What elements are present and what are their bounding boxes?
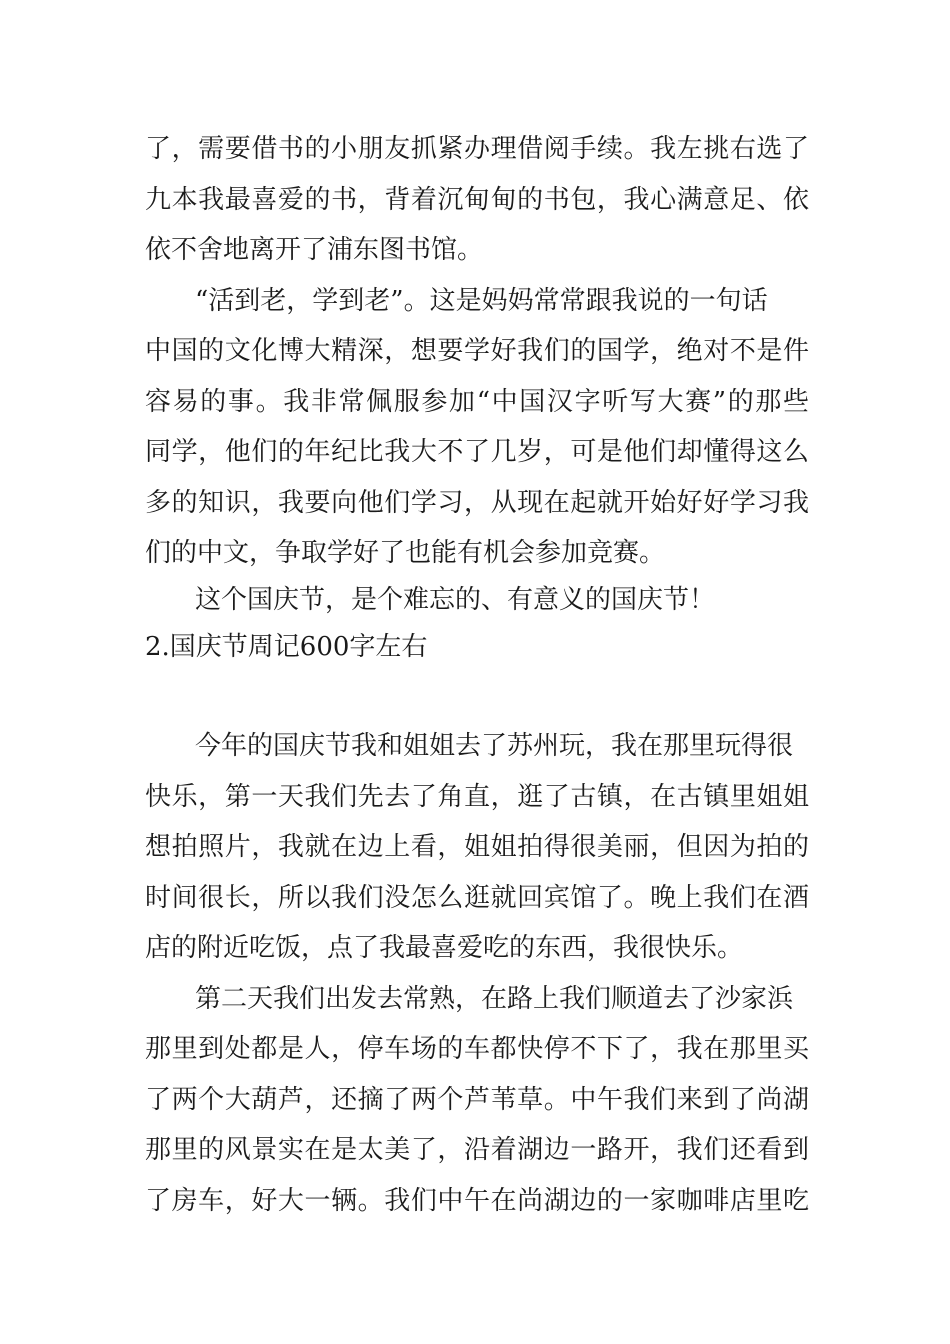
paragraph-line: 第二天我们出发去常熟，在路上我们顺道去了沙家浜 <box>195 984 794 1014</box>
paragraph-line: 同学，他们的年纪比我大不了几岁，可是他们却懂得这么 <box>145 437 809 467</box>
paragraph-line: 了两个大葫芦，还摘了两个芦苇草。中午我们来到了尚湖 <box>145 1085 809 1115</box>
paragraph-line: 们的中文，争取学好了也能有机会参加竞赛。 <box>145 538 666 568</box>
paragraph-line: 了，需要借书的小朋友抓紧办理借阅手续。我左挑右选了 <box>145 134 809 164</box>
paragraph-line: 时间很长，所以我们没怎么逛就回宾馆了。晚上我们在酒 <box>145 883 809 913</box>
section-heading: 2.国庆节周记600字左右 <box>145 632 428 662</box>
paragraph-line: 今年的国庆节我和姐姐去了苏州玩，我在那里玩得很 <box>195 731 794 761</box>
paragraph-line: 店的附近吃饭，点了我最喜爱吃的东西，我很快乐。 <box>145 933 744 963</box>
paragraph-line: 这个国庆节，是个难忘的、有意义的国庆节！ <box>195 585 716 615</box>
paragraph-line: “活到老，学到老”。这是妈妈常常跟我说的一句话 <box>195 286 768 316</box>
paragraph-line: 多的知识，我要向他们学习，从现在起就开始好好学习我 <box>145 488 809 518</box>
paragraph-line: 那里到处都是人，停车场的车都快停不下了，我在那里买 <box>145 1034 809 1064</box>
paragraph-line: 依不舍地离开了浦东图书馆。 <box>145 235 484 265</box>
paragraph-line: 九本我最喜爱的书，背着沉甸甸的书包，我心满意足、依 <box>145 185 809 215</box>
paragraph-line: 中国的文化博大精深，想要学好我们的国学，绝对不是件 <box>145 336 809 366</box>
paragraph-line: 想拍照片，我就在边上看，姐姐拍得很美丽，但因为拍的 <box>145 832 809 862</box>
paragraph-line: 了房车，好大一辆。我们中午在尚湖边的一家咖啡店里吃 <box>145 1186 809 1216</box>
paragraph-line: 那里的风景实在是太美了，沿着湖边一路开，我们还看到 <box>145 1135 809 1165</box>
paragraph-line: 容易的事。我非常佩服参加“中国汉字听写大赛”的那些 <box>145 387 809 417</box>
paragraph-line: 快乐，第一天我们先去了角直，逛了古镇，在古镇里姐姐 <box>145 782 809 812</box>
